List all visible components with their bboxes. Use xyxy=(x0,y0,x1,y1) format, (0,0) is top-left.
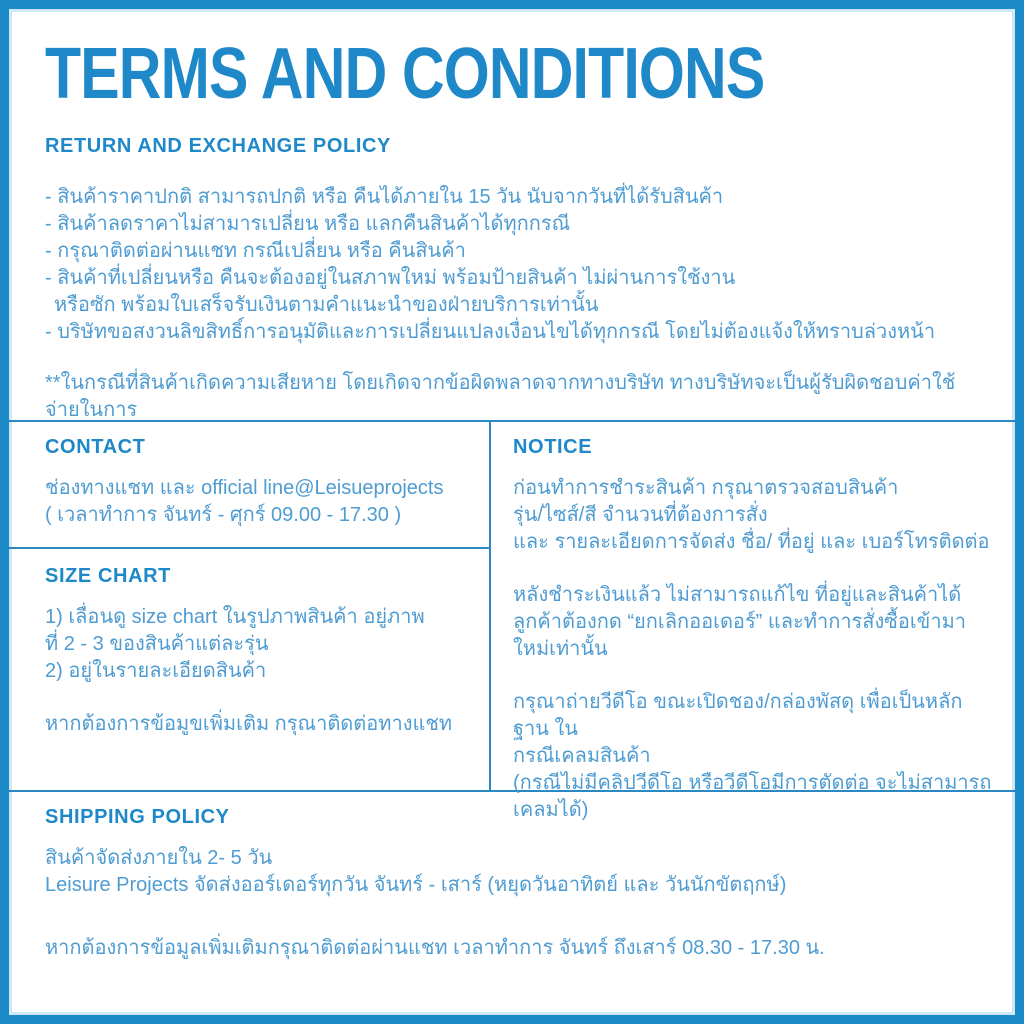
shipping-details xyxy=(45,845,995,899)
size-chart-line: ที่ 2 - 3 ของสินค้าแต่ละรุ่น xyxy=(45,633,269,655)
shipping-line: สินค้าจัดส่งภายใน 2- 5 วัน xyxy=(45,847,273,869)
notice-section xyxy=(491,422,1015,821)
notice-line: (กรณีไม่มีคลิปวีดีโอ หรือวีดีโอมีการตัดต่อ จะไม่สามารถเคลมได้) xyxy=(513,772,992,821)
notice-paragraph-1 xyxy=(513,475,995,556)
size-chart-heading: SIZE CHART xyxy=(45,565,171,587)
contact-hours-line: ( เวลาทำการ จันทร์ - ศุกร์ 09.00 - 17.30 ) xyxy=(45,504,402,526)
shipping-footer: หากต้องการข้อมูลเพิ่มเติมกรุณาติดต่อผ่านแชท เวลาทำการ จันทร์ ถึงเสาร์ 08.30 - 17.30 น. xyxy=(45,937,825,959)
contact-details xyxy=(45,475,469,529)
list-item: - สินค้าลดราคาไม่สามารเปลี่ยน หรือ แลกคืนสินค้าได้ทุกกรณี xyxy=(45,213,571,235)
contact-section xyxy=(9,422,489,549)
list-item: - บริษัทขอสงวนลิขสิทธิ์การอนุมัติและการเปลี่ยนแปลงเงื่อนไขได้ทุกกรณี โดยไม่ต้องแจ้งให้ทราบล่วงหน้า xyxy=(45,321,936,343)
size-chart-footer: หากต้องการข้อมูขเพิ่มเติม กรุณาติดต่อทางแชท xyxy=(45,713,453,735)
list-item: - กรุณาติดต่อผ่านแชท กรณีเปลี่ยน หรือ คืนสินค้า xyxy=(45,240,466,262)
notice-paragraph-2 xyxy=(513,582,995,663)
notice-line: รุ่น/ไซส์/สี จำนวนที่ต้องการสั่ง xyxy=(513,504,768,526)
size-chart-instructions xyxy=(45,604,469,685)
size-chart-line: 2) อยู่ในรายละเอียดสินค้า xyxy=(45,660,267,682)
shipping-policy-section xyxy=(9,792,1015,1015)
notice-line: กรุณาถ่ายวีดีโอ ขณะเปิดชอง/กล่องพัสดุ เพื่อเป็นหลักฐาน ใน xyxy=(513,691,963,740)
return-policy-heading: RETURN AND EXCHANGE POLICY xyxy=(45,135,391,157)
damage-liability-note xyxy=(45,370,979,422)
contact-heading: CONTACT xyxy=(45,436,146,458)
notice-line: กรณีเคลมสินค้า xyxy=(513,745,651,767)
notice-line: ลูกค้าต้องกด “ยกเลิกออเดอร์” และทำการสั่งซื้อเข้ามาใหม่เท่านั้น xyxy=(513,611,966,660)
notice-heading: NOTICE xyxy=(513,436,593,458)
note-line: **ในกรณีที่สินค้าเกิดความเสียหาย โดยเกิดจากข้อผิดพลาดจากทางบริษัท ทางบริษัทจะเป็นผู้รับผิดชอบค่าใช้จ่ายในการ xyxy=(45,372,956,421)
size-chart-section xyxy=(9,549,489,790)
list-item: - สินค้าราคาปกติ สามารถปกติ หรือ คืนได้ภายใน 15 วัน นับจากวันที่ได้รับสินค้า xyxy=(45,186,724,208)
shipping-policy-heading: SHIPPING POLICY xyxy=(45,806,230,828)
list-item: - สินค้าที่เปลี่ยนหรือ คืนจะต้องอยู่ในสภาพใหม่ พร้อมป้ายสินค้า ไม่ผ่านการใช้งาน xyxy=(45,267,736,289)
left-column xyxy=(9,422,491,790)
return-policy-section xyxy=(9,9,1015,422)
contact-channel-line: ช่องทางแชท และ official line@Leisueprojects xyxy=(45,477,444,499)
notice-line: หลังชำระเงินแล้ว ไม่สามารถแก้ไข ที่อยู่และสินค้าได้ xyxy=(513,584,962,606)
notice-line: ก่อนทำการชำระสินค้า กรุณาตรวจสอบสินค้า xyxy=(513,477,899,499)
return-policy-list xyxy=(45,184,979,346)
size-chart-line: 1) เลื่อนดู size chart ในรูปภาพสินค้า อยู่ภาพ xyxy=(45,606,425,628)
shipping-line: Leisure Projects จัดส่งออร์เดอร์ทุกวัน จันทร์ - เสาร์ (หยุดวันอาทิตย์ และ วันนักขัตฤกษ์) xyxy=(45,874,787,896)
notice-line: และ รายละเอียดการจัดส่ง ชื่อ/ ที่อยู่ และ เบอร์โทรติดต่อ xyxy=(513,531,990,553)
list-item-continuation: หรือซัก พร้อมใบเสร็จรับเงินตามคำแนะนำของฝ่ายบริการเท่านั้น xyxy=(54,294,599,316)
page-title: TERMS AND CONDITIONS xyxy=(45,34,765,114)
